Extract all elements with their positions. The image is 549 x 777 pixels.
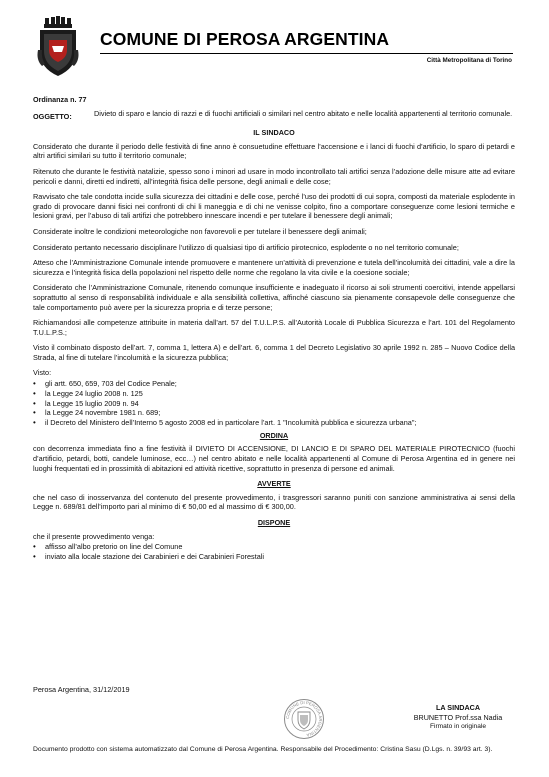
municipality-subtitle: Città Metropolitana di Torino bbox=[426, 57, 512, 64]
stamp-text: COMUNE DI PEROSA ARGENTINA bbox=[284, 699, 324, 738]
list-item: • gli artt. 650, 659, 703 del Codice Penale; bbox=[33, 379, 515, 389]
signatory-name: BRUNETTO Prof.ssa Nadia bbox=[413, 712, 503, 722]
premise-paragraph: Visto il combinato disposto dell’art. 7, comma 1, lettera A) e dell’art. 6, comma 1 del Decreto Legislativo 30 aprile 1992 n. 285 – Nuovo Codice della Strada, al fine di tutelare l’incolumità e la sicurezza pubblica; bbox=[33, 343, 515, 362]
premise-paragraph: Considerato che l’Amministrazione Comunale, ritenendo comunque insufficiente e inadeguato il ricorso ai soli strumenti coercitivi, intende appellarsi soprattutto al senso di responsabilità individuale e alla sensibilità collettiva, affinché ciascuno sia pienamente consapevole delle conseguenze che tale comportamento può avere per la sicurezza propria e di terze persone; bbox=[33, 283, 515, 312]
premise-paragraph: Considerato pertanto necessario disciplinare l’utilizzo di qualsiasi tipo di artificio pirotecnico, esplodente o no nel territorio comunale; bbox=[33, 242, 459, 252]
visto-label: Visto: bbox=[33, 368, 52, 378]
premise-paragraph: Considerate inoltre le condizioni meteorologiche non favorevoli e per tutelare il benessere degli animali; bbox=[33, 226, 367, 236]
heading-dispone: DISPONE bbox=[257, 517, 291, 527]
ordinance-body bbox=[33, 95, 515, 565]
premise-paragraph: Ravvisato che tale condotta incide sulla sicurezza dei cittadini e delle cose, perché l’uso dei prodotti di cui sopra, composti da materiale esplodente in grado di provocare danni fisici nei confronti di chi li maneggia e di chi ne venisse colpito, fino a comportare conseguenze come lesioni termiche e lesioni gravi, per l’abuso di tali artifizi che potrebbero innescare incendi e per tutelare il benessere degli animali; bbox=[33, 192, 515, 221]
signature-block bbox=[403, 703, 513, 731]
dispone-list bbox=[33, 542, 515, 561]
heading-avverte: AVVERTE bbox=[257, 479, 291, 489]
list-item: • la Legge 15 luglio 2009 n. 94 bbox=[33, 399, 515, 409]
heading-ordina: ORDINA bbox=[259, 430, 289, 440]
list-item: • la Legge 24 luglio 2008 n. 125 bbox=[33, 389, 515, 399]
list-item: • inviato alla locale stazione dei Carabinieri e dei Carabinieri Forestali bbox=[33, 552, 515, 562]
header-divider bbox=[100, 53, 513, 54]
signatory-role: LA SINDACA bbox=[435, 703, 481, 712]
municipality-title: COMUNE DI PEROSA ARGENTINA bbox=[100, 29, 390, 49]
premise-paragraph: Richiamandosi alle competenze attribuite in materia dall’art. 57 del T.U.L.P.S. all’Autorità Locale di Pubblica Sicurezza e l’art. 101 del Regolamento T.U.L.P.S.; bbox=[33, 318, 515, 337]
subject-text: Divieto di sparo e lancio di razzi e di fuochi artificiali o similari nel centro abitato e nelle località appartenenti al territorio comunale. bbox=[94, 108, 513, 118]
list-item: • il Decreto del Ministero dell’Interno 5 agosto 2008 ed in particolare l’art. 1 "Incolumità pubblica e sicurezza urbana"; bbox=[33, 418, 515, 428]
signature-note: Firmato in originale bbox=[429, 723, 487, 730]
municipal-crest-icon bbox=[36, 16, 80, 78]
dispone-intro: che il presente provvedimento venga: bbox=[33, 531, 155, 541]
avverte-paragraph: che nel caso di inosservanza del contenuto del presente provvedimento, i trasgressori saranno puniti con sanzione amministrativa ai sensi della Legge n. 689/81 dell’importo pari al minimo di € 50,00 ed al massimo di € 300,00. bbox=[33, 492, 515, 512]
ordina-paragraph: con decorrenza immediata fino a fine festività il DIVIETO DI ACCENSIONE, DI LANCIO E DI SPARO DEL MATERIALE PIROTECNICO (fuochi d’artificio, petardi, botti, candele luminose, ecc…) nel centro abitato e nelle località appartenenti al Comune di Perosa Argentina ed in genere nei luoghi frequentati ed in prossimità di abitazioni ed attività ricettive, soprattutto in presenza di persone ed animali. bbox=[33, 444, 515, 473]
premise-paragraph: Ritenuto che durante le festività natalizie, spesso sono i minori ad usare in modo incontrollato tali artifici senza l’adozione delle misure atte ad evitare pericoli e danni, diretti ed indiretti, all’integrità fisica delle persone, degli animali e delle cose; bbox=[33, 166, 515, 186]
premise-paragraph: Atteso che l’Amministrazione Comunale intende promuovere e mantenere un’attività di prevenzione e tutela dell’incolumità dei cittadini, vale a dire la sicurezza e l’integrità fisica della popolazioni nel rispetto delle norme che regolano la vita civile e la coesione sociale; bbox=[33, 258, 515, 277]
document-footer: Documento prodotto con sistema automatizzato dal Comune di Perosa Argentina. Responsabile del Procedimento: Cristina Sasu (D.Lgs. n. 39/93 art. 3). bbox=[33, 746, 493, 753]
list-item: • affisso all’albo pretorio on line del Comune bbox=[33, 542, 515, 552]
place-date: Perosa Argentina, 31/12/2019 bbox=[33, 685, 130, 694]
premise-paragraph: Considerato che durante il periodo delle festività di fine anno è consuetudine effettuare l’accensione e i lanci di fuochi d’artificio, lo sparo di petardi e altri artifici similari su tutto il territorio comunale; bbox=[33, 141, 515, 161]
list-item: • la Legge 24 novembre 1981 n. 689; bbox=[33, 408, 515, 418]
ordinance-number: Ordinanza n. 77 bbox=[33, 95, 87, 104]
visto-list bbox=[33, 379, 515, 428]
heading-il-sindaco: IL SINDACO bbox=[253, 128, 295, 138]
subject-label: OGGETTO: bbox=[33, 111, 72, 121]
subject-block bbox=[33, 109, 515, 122]
official-stamp-icon bbox=[283, 698, 325, 740]
